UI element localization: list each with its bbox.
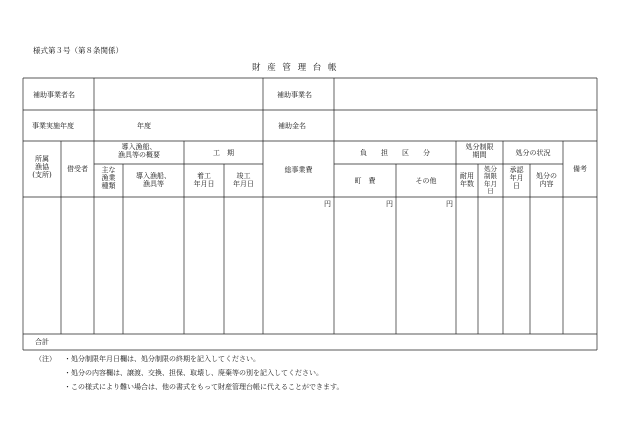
group-disposal-limit-period: 処分制限 期間 bbox=[465, 143, 494, 160]
col-start-date: 着工 年月日 bbox=[193, 172, 215, 189]
unit-other-expense: 円 bbox=[446, 200, 453, 208]
notes-prefix: （注） bbox=[35, 355, 56, 363]
fiscal-year-label: 事業実施年度 bbox=[32, 122, 74, 130]
form-number-label: 様式第３号（第８条関係） bbox=[33, 46, 123, 55]
col-office: 所属 漁協 (支所) bbox=[32, 155, 52, 180]
unit-total-cost: 円 bbox=[324, 200, 331, 208]
group-vessel-overview: 導入漁船、 漁具等の概要 bbox=[118, 143, 160, 160]
col-useful-years: 耐用 年数 bbox=[460, 172, 474, 189]
col-remarks: 備考 bbox=[573, 165, 587, 173]
project-operator-label: 補助事業者名 bbox=[33, 91, 75, 99]
group-burden-division: 負 担 区 分 bbox=[360, 149, 430, 157]
note-item: ・処分制限年月日欄は、処分制限の終期を記入してください。 bbox=[64, 355, 260, 363]
page-title: 財 産 管 理 台 帳 bbox=[252, 63, 339, 73]
col-borrower: 借受者 bbox=[67, 165, 88, 173]
fiscal-year-value[interactable]: 年度 bbox=[137, 122, 151, 130]
unit-town-expense: 円 bbox=[386, 200, 393, 208]
group-construction-period: 工 期 bbox=[213, 149, 234, 157]
total-label: 合計 bbox=[35, 338, 49, 346]
col-other-expense: その他 bbox=[415, 177, 437, 185]
col-completion-date: 竣工 年月日 bbox=[233, 172, 254, 189]
note-item: ・処分の内容欄は、譲渡、交換、担保、取壊し、廃棄等の別を記入してください。 bbox=[64, 369, 323, 377]
col-total-project-cost: 総事業費 bbox=[284, 166, 313, 174]
col-town-expense: 町 費 bbox=[354, 177, 376, 185]
col-vessel-equipment: 導入漁船、 漁具等 bbox=[136, 172, 171, 189]
note-item: ・この様式により難い場合は、他の書式をもって財産管理台帳に代えることができます。 bbox=[64, 383, 344, 391]
col-disposal-content: 処分の 内容 bbox=[536, 172, 557, 189]
col-approval-date: 承認 年月 日 bbox=[509, 166, 524, 191]
col-limit-date: 処分 制限 年月 日 bbox=[484, 165, 497, 196]
col-main-fishery-type: 主な 漁業 種類 bbox=[101, 166, 116, 191]
project-name-label: 補助事業名 bbox=[277, 91, 312, 99]
subsidy-amount-label: 補助金名 bbox=[278, 122, 306, 130]
group-disposal-status: 処分の状況 bbox=[515, 149, 551, 157]
